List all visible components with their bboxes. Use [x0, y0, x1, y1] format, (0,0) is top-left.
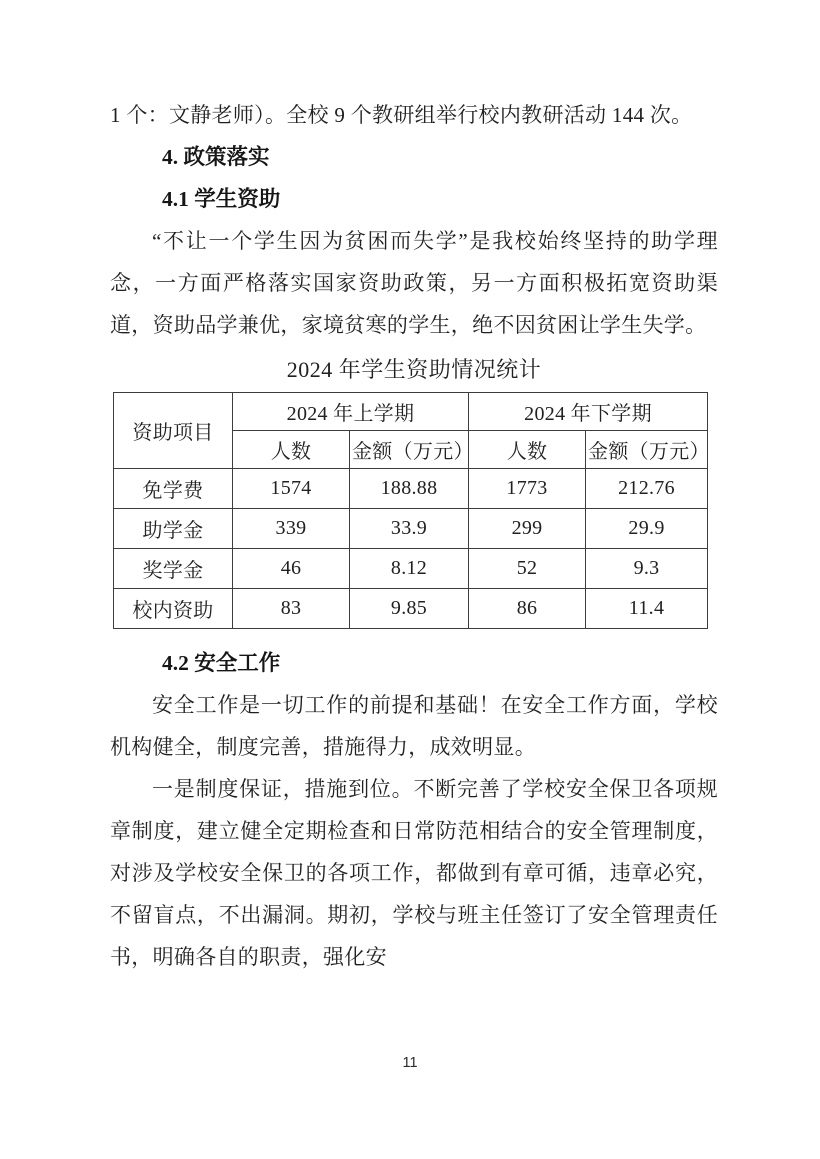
table-cell: 免学费 — [114, 469, 233, 509]
paragraph-continuation: 1 个：文静老师）。全校 9 个教研组举行校内教研活动 144 次。 — [110, 103, 693, 127]
heading-student-aid: 4.1 学生资助 — [162, 187, 281, 211]
student-aid-table — [113, 392, 708, 629]
table-row — [114, 589, 708, 629]
table-cell: 83 — [233, 589, 350, 629]
table-cell: 299 — [469, 509, 586, 549]
table-cell: 9.3 — [586, 549, 708, 589]
table-cell: 212.76 — [586, 469, 708, 509]
table-row — [114, 469, 708, 509]
table-row — [114, 549, 708, 589]
table-cell: 86 — [469, 589, 586, 629]
paragraph-safety-intro: 安全工作是一切工作的前提和基础！在安全工作方面，学校机构健全，制度完善，措施得力，成效明显。 — [110, 693, 718, 759]
heading-policy: 4. 政策落实 — [162, 145, 270, 169]
table-header-amount-1: 金额（万元） — [350, 431, 469, 469]
table-header-semester2: 2024 年下学期 — [469, 393, 708, 431]
table-header-count-1: 人数 — [233, 431, 350, 469]
table-cell: 339 — [233, 509, 350, 549]
table-cell: 1773 — [469, 469, 586, 509]
table-cell: 9.85 — [350, 589, 469, 629]
document-content — [110, 0, 718, 978]
paragraph-student-aid: “不让一个学生因为贫困而失学”是我校始终坚持的助学理念，一方面严格落实国家资助政策，另一方面积极拓宽资助渠道，资助品学兼优，家境贫寒的学生，绝不因贫困让学生失学。 — [110, 229, 718, 337]
table-cell: 11.4 — [586, 589, 708, 629]
paragraph-safety-measures: 一是制度保证，措施到位。不断完善了学校安全保卫各项规章制度，建立健全定期检查和日常防范相结合的安全管理制度，对涉及学校安全保卫的各项工作，都做到有章可循，违章必究，不留盲点，不出漏洞。期初，学校与班主任签订了安全管理责任书，明确各自的职责，强化安 — [110, 777, 718, 969]
page-number: 11 — [402, 1055, 418, 1071]
table-cell: 奖学金 — [114, 549, 233, 589]
table-cell: 8.12 — [350, 549, 469, 589]
table-cell: 52 — [469, 549, 586, 589]
heading-safety-work: 4.2 安全工作 — [162, 651, 281, 675]
table-cell: 29.9 — [586, 509, 708, 549]
table-cell: 1574 — [233, 469, 350, 509]
table-title: 2024 年学生资助情况统计 — [286, 357, 542, 382]
table-cell: 33.9 — [350, 509, 469, 549]
table-header-item: 资助项目 — [114, 393, 233, 469]
table-header-amount-2: 金额（万元） — [586, 431, 708, 469]
table-cell: 188.88 — [350, 469, 469, 509]
table-cell: 助学金 — [114, 509, 233, 549]
table-header-semester1: 2024 年上学期 — [233, 393, 469, 431]
table-header-row-groups — [114, 393, 708, 431]
table-header-count-2: 人数 — [469, 431, 586, 469]
table-cell: 46 — [233, 549, 350, 589]
table-row — [114, 509, 708, 549]
table-cell: 校内资助 — [114, 589, 233, 629]
